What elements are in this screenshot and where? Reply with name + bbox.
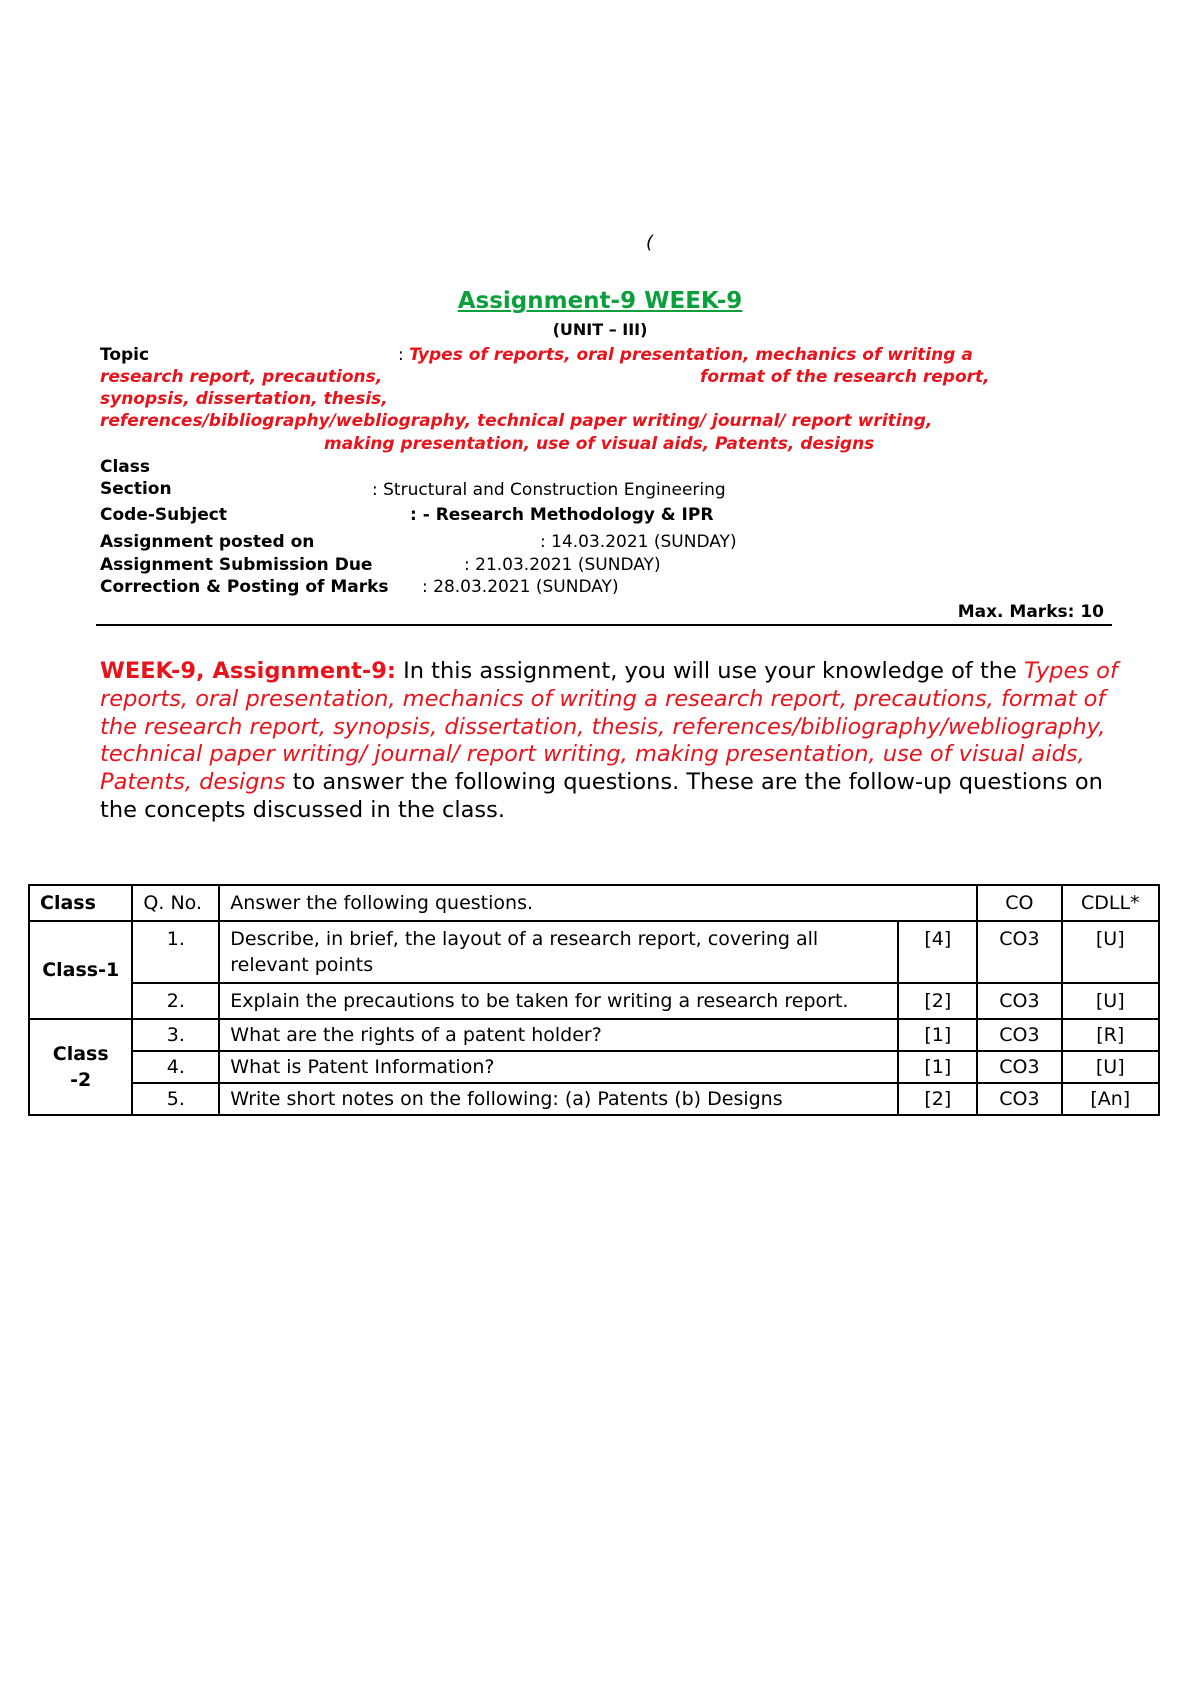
topic-line-3: synopsis, dissertation, thesis, [100, 389, 388, 409]
question-number: 5. [132, 1083, 219, 1115]
intro-lead: WEEK-9, Assignment-9: [100, 658, 396, 684]
question-marks: [1] [898, 1051, 977, 1083]
question-cdll: [U] [1062, 983, 1159, 1019]
question-cdll: [An] [1062, 1083, 1159, 1115]
class-label: Class [100, 457, 151, 477]
question-cdll: [U] [1062, 921, 1159, 983]
question-number: 2. [132, 983, 219, 1019]
question-co: CO3 [977, 1051, 1061, 1083]
header-cdll: CDLL* [1062, 885, 1159, 921]
topic-line-2a: research report, precautions, [100, 367, 383, 387]
questions-table [28, 884, 1160, 1116]
header-question: Answer the following questions. [219, 885, 977, 921]
question-text: What are the rights of a patent holder? [219, 1019, 898, 1051]
table-row [29, 1083, 1159, 1115]
assignment-intro [100, 658, 1120, 825]
question-co: CO3 [977, 983, 1061, 1019]
question-cdll: [U] [1062, 1051, 1159, 1083]
topic-line-5: making presentation, use of visual aids, Patents, designs [324, 434, 875, 454]
topic-line-1: : Types of reports, oral presentation, mechanics of writing a [398, 345, 973, 365]
question-text: Explain the precautions to be taken for writing a research report. [219, 983, 898, 1019]
question-marks: [4] [898, 921, 977, 983]
question-co: CO3 [977, 1083, 1061, 1115]
table-row [29, 1051, 1159, 1083]
intro-text-1: In this assignment, you will use your knowledge of the [395, 658, 1025, 684]
topic-label: Topic [100, 345, 150, 365]
due-label: Assignment Submission Due [100, 555, 373, 575]
max-marks: Max. Marks: 10 [957, 602, 1104, 622]
correction-value: : 28.03.2021 (SUNDAY) [422, 577, 619, 597]
posted-value: : 14.03.2021 (SUNDAY) [540, 532, 737, 552]
header-co: CO [977, 885, 1061, 921]
question-text: What is Patent Information? [219, 1051, 898, 1083]
topic-line-2b: format of the research report, [700, 367, 990, 387]
question-marks: [1] [898, 1019, 977, 1051]
header-qno: Q. No. [132, 885, 219, 921]
section-value: : Structural and Construction Engineering [372, 480, 726, 500]
question-number: 4. [132, 1051, 219, 1083]
assignment-title: Assignment-9 WEEK-9 [457, 288, 743, 314]
question-co: CO3 [977, 1019, 1061, 1051]
code-subject-label: Code-Subject [100, 505, 227, 525]
table-row [29, 983, 1159, 1019]
section-label: Section [100, 479, 172, 499]
header-class: Class [29, 885, 132, 921]
question-text: Write short notes on the following: (a) Patents (b) Designs [219, 1083, 898, 1115]
table-row [29, 1019, 1159, 1051]
topic-text-1: Types of reports, oral presentation, mechanics of writing a [409, 345, 973, 365]
topic-line-4: references/bibliography/webliography, technical paper writing/ journal/ report writing, [100, 411, 933, 431]
unit-label: (UNIT – III) [552, 320, 648, 339]
question-number: 3. [132, 1019, 219, 1051]
due-value: : 21.03.2021 (SUNDAY) [464, 555, 661, 575]
intro-text-2: to answer the following questions. These are the follow-up questions on the concepts discussed in the class. [100, 769, 1103, 823]
stray-mark: ( [646, 232, 654, 253]
table-row [29, 921, 1159, 983]
group-label-class-2: Class -2 [29, 1019, 132, 1115]
question-marks: [2] [898, 1083, 977, 1115]
correction-label: Correction & Posting of Marks [100, 577, 389, 597]
intro-topics: Types of reports, oral presentation, mechanics of writing a research report, precautions, format of the research report, synopsis, dissertation, thesis, references/bibliography/webliography, technical paper writing/ journal/ report writing, making presentation, use of visual aids, Patents, designs [100, 658, 1118, 796]
posted-label: Assignment posted on [100, 532, 315, 552]
question-marks: [2] [898, 983, 977, 1019]
question-number: 1. [132, 921, 219, 983]
code-subject-value: : - Research Methodology & IPR [410, 505, 714, 525]
table-header-row [29, 885, 1159, 921]
question-cdll: [R] [1062, 1019, 1159, 1051]
question-text: Describe, in brief, the layout of a research report, covering all relevant points [219, 921, 898, 983]
header-divider [96, 624, 1112, 626]
question-co: CO3 [977, 921, 1061, 983]
group-label-class-1: Class-1 [29, 921, 132, 1019]
